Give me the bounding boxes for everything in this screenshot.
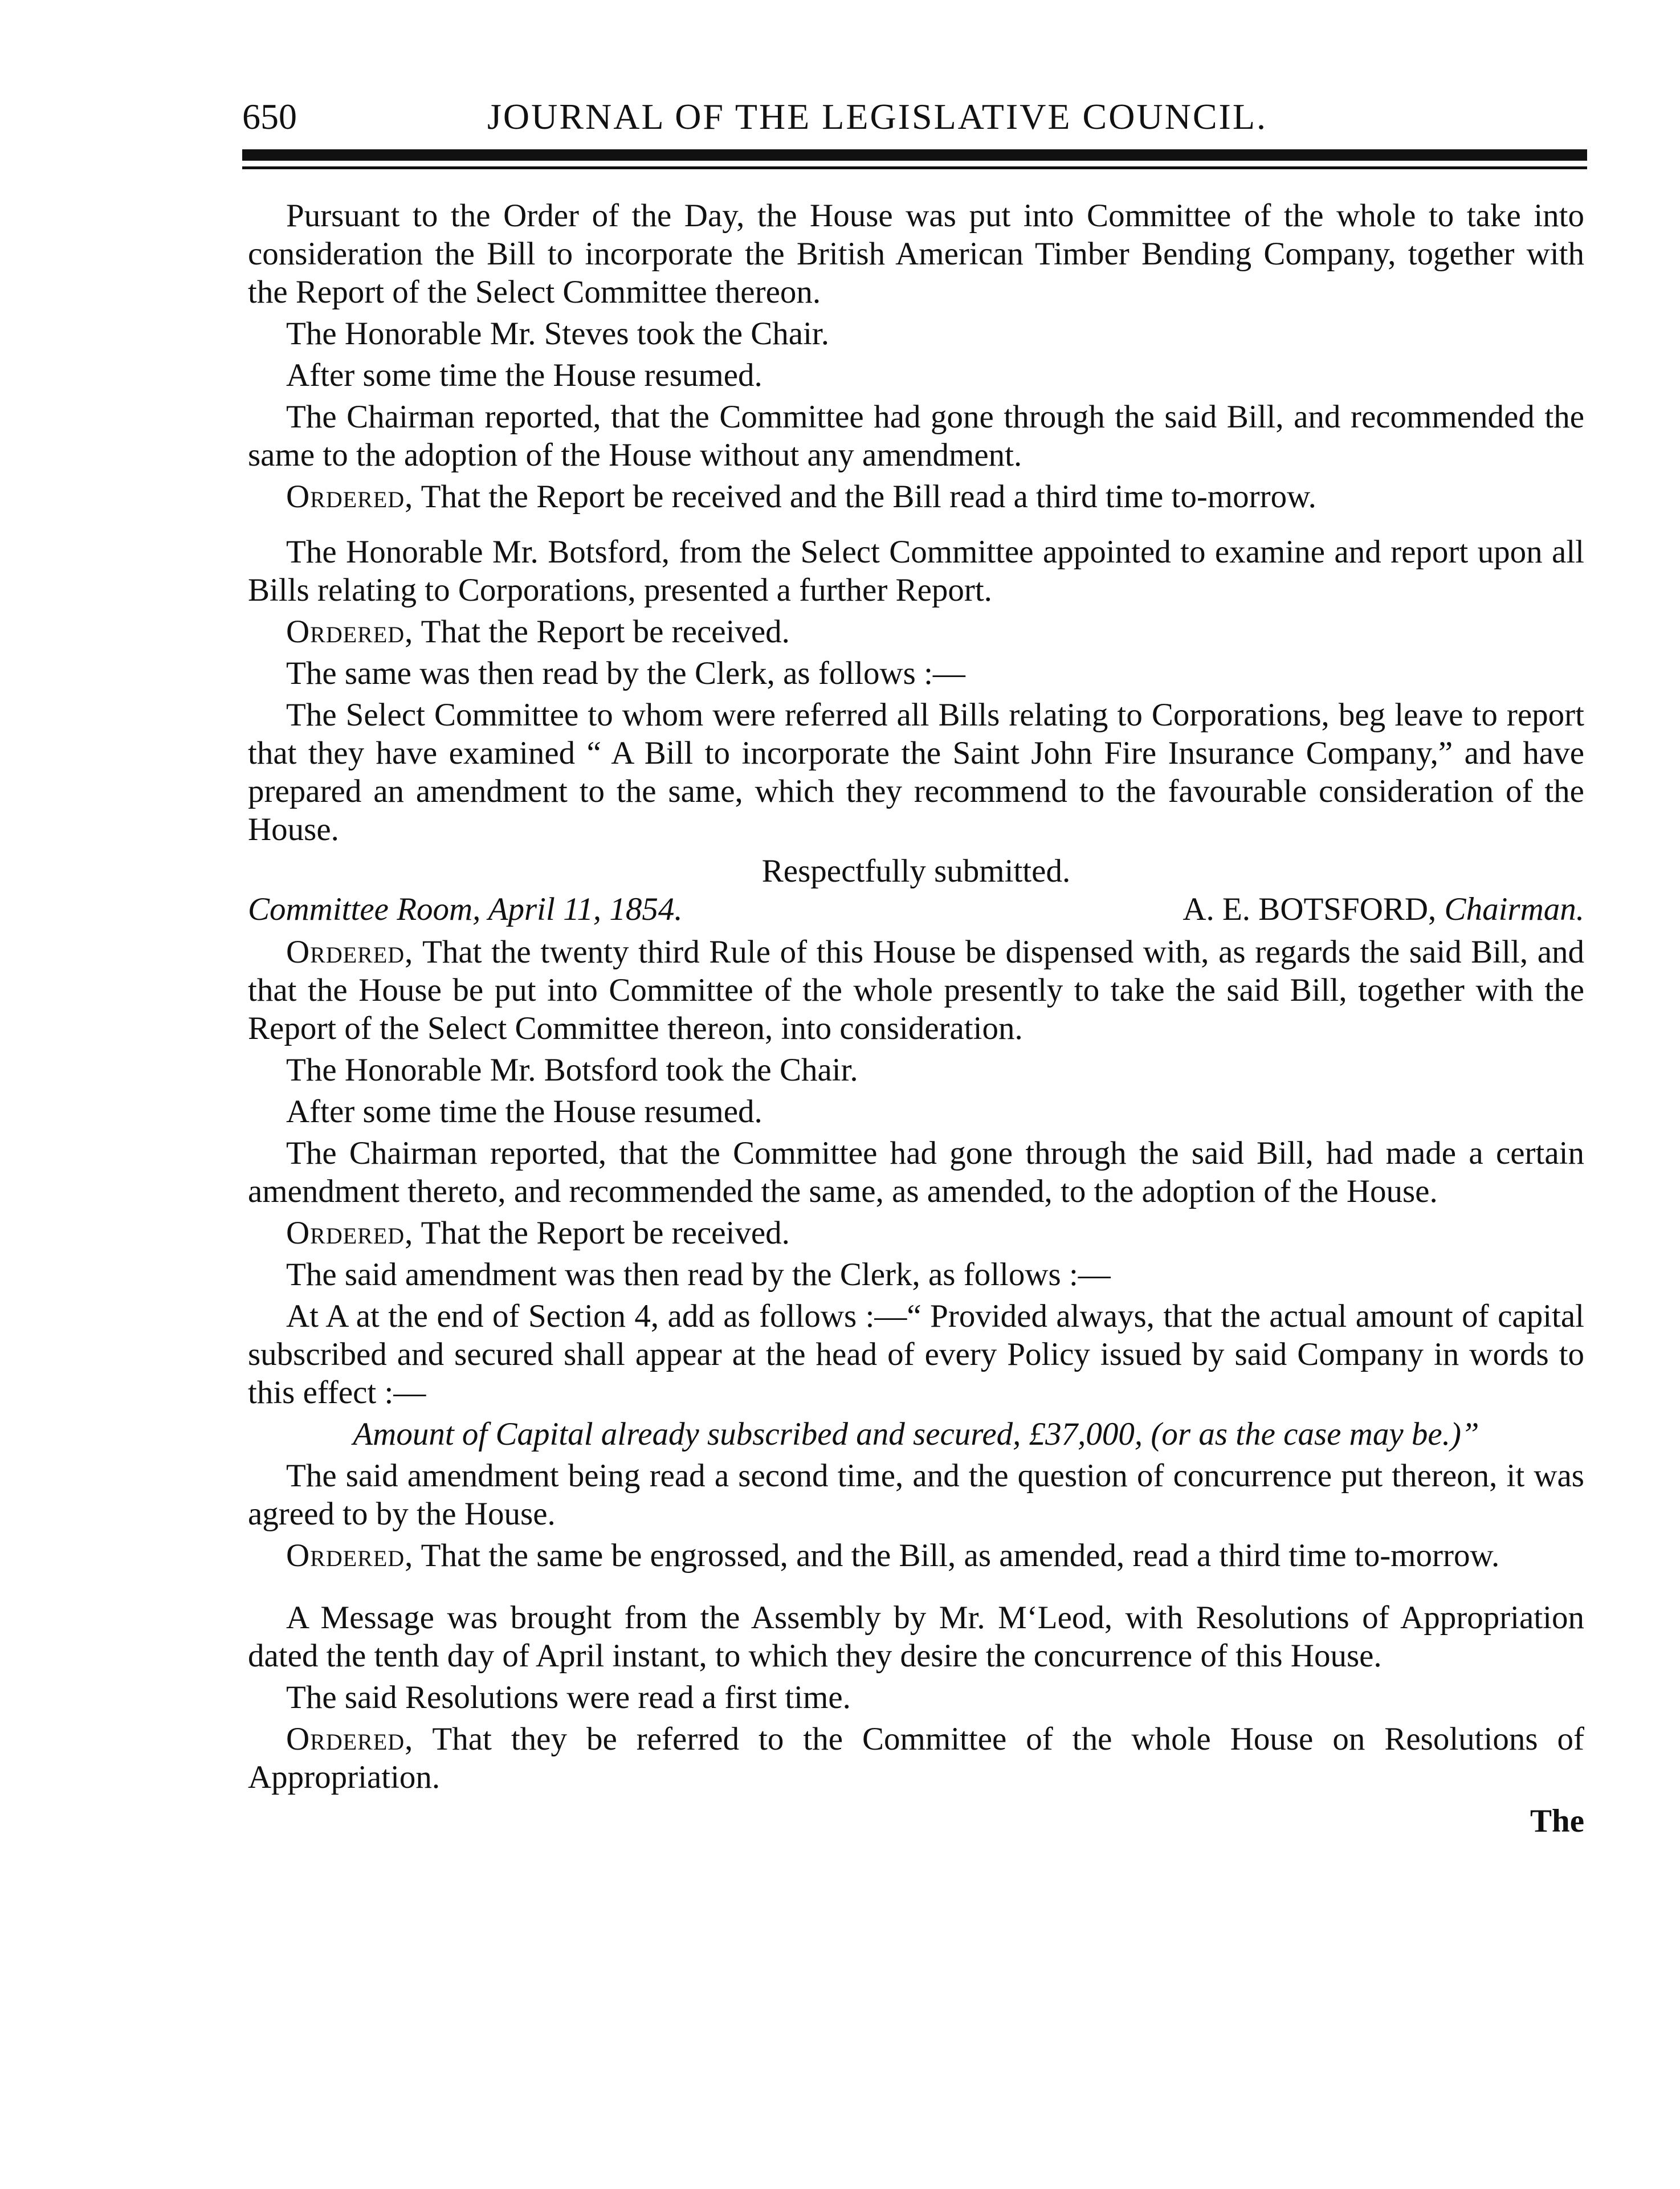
signature-line (248, 890, 1584, 928)
paragraph: The Chairman reported, that the Committee had gone through the said Bill, and recommended the same to the adoption of the House without any amendment. (248, 399, 1584, 473)
ordered-label: Ordered, (286, 479, 414, 515)
ordered-text: That the Report be received. (413, 614, 790, 650)
ordered-text: That they be referred to the Committee of the whole House on Resolutions of Appropriation. (248, 1721, 1584, 1795)
paragraph: The said Resolutions were read a first time. (286, 1680, 851, 1715)
ordered-label: Ordered, (286, 1721, 414, 1757)
page-header (242, 91, 1587, 142)
ordered-label: Ordered, (286, 1538, 414, 1574)
paragraph: The Honorable Mr. Steves took the Chair. (286, 316, 829, 352)
ordered-paragraph (248, 1536, 1584, 1575)
page-title: JOURNAL OF THE LEGISLATIVE COUNCIL. (487, 96, 1267, 137)
report-paragraph: The Select Committee to whom were referred all Bills relating to Corporations, beg leave to report that they have examined “ A Bill to incorporate the Saint John Fire Insurance Company,” and have prepared an amendment to the same, which they recommend to the favourable consideration of the House. (248, 697, 1584, 847)
paragraph: The same was then read by the Clerk, as follows :— (286, 655, 965, 691)
ordered-paragraph (248, 613, 1584, 651)
paragraph: The Honorable Mr. Botsford took the Chair. (286, 1052, 858, 1088)
paragraph: A Message was brought from the Assembly by Mr. M‘Leod, with Resolutions of Appropriation dated the tenth day of April instant, to which they desire the concurrence of this House. (248, 1600, 1584, 1674)
respectfully-submitted: Respectfully submitted. (761, 853, 1071, 889)
amendment-formula: Amount of Capital already subscribed and secured, £37,000, (or as the case may be.)” (353, 1416, 1479, 1452)
header-rule-thick (242, 149, 1587, 161)
ordered-text: That the twenty third Rule of this House be dispensed with, as regards the said Bill, and that the House be put into Committee of the whole presently to take the said Bill, together with the Report of the Select Committee thereon, into consideration. (248, 934, 1584, 1046)
ordered-paragraph (248, 478, 1584, 516)
ordered-label: Ordered, (286, 1215, 414, 1251)
paragraph: The said amendment being read a second time, and the question of concurrence put thereon, it was agreed to by the House. (248, 1458, 1584, 1532)
ordered-paragraph (248, 933, 1584, 1047)
paragraph: After some time the House resumed. (286, 357, 762, 393)
paragraph: Pursuant to the Order of the Day, the House was put into Committee of the whole to take into consideration the Bill to incorporate the British American Timber Bending Company, together with the Report of the Select Committee thereon. (248, 198, 1584, 310)
paragraph: After some time the House resumed. (286, 1094, 762, 1130)
header-rule-thin (242, 166, 1587, 169)
catchword: The (1530, 1803, 1584, 1839)
signatory-name: A. E. BOTSFORD, (1182, 891, 1445, 927)
ordered-text: That the Report be received and the Bill read a third time to-morrow. (413, 479, 1316, 515)
paragraph: The said amendment was then read by the Clerk, as follows :— (286, 1257, 1111, 1293)
ordered-text: That the Report be received. (413, 1215, 790, 1251)
paragraph: The Honorable Mr. Botsford, from the Select Committee appointed to examine and report upon all Bills relating to Corporations, presented a further Report. (248, 534, 1584, 608)
signatory-role: Chairman. (1444, 891, 1584, 927)
ordered-text: That the same be engrossed, and the Bill, as amended, read a third time to-morrow. (413, 1538, 1500, 1574)
paragraph: The Chairman reported, that the Committee had gone through the said Bill, had made a certain amendment thereto, and recommended the same, as amended, to the adoption of the House. (248, 1135, 1584, 1209)
ordered-paragraph (248, 1214, 1584, 1252)
committee-room-date: Committee Room, April 11, 1854. (248, 891, 683, 927)
chairman-signature (1182, 890, 1584, 928)
page-number: 650 (242, 96, 297, 137)
ordered-paragraph (248, 1720, 1584, 1796)
amendment-paragraph: At A at the end of Section 4, add as follows :—“ Provided always, that the actual amount of capital subscribed and secured shall appear at the head of every Policy issued by said Company in words to this effect :— (248, 1298, 1584, 1411)
page-body (248, 197, 1584, 1844)
ordered-label: Ordered, (286, 934, 414, 970)
ordered-label: Ordered, (286, 614, 414, 650)
